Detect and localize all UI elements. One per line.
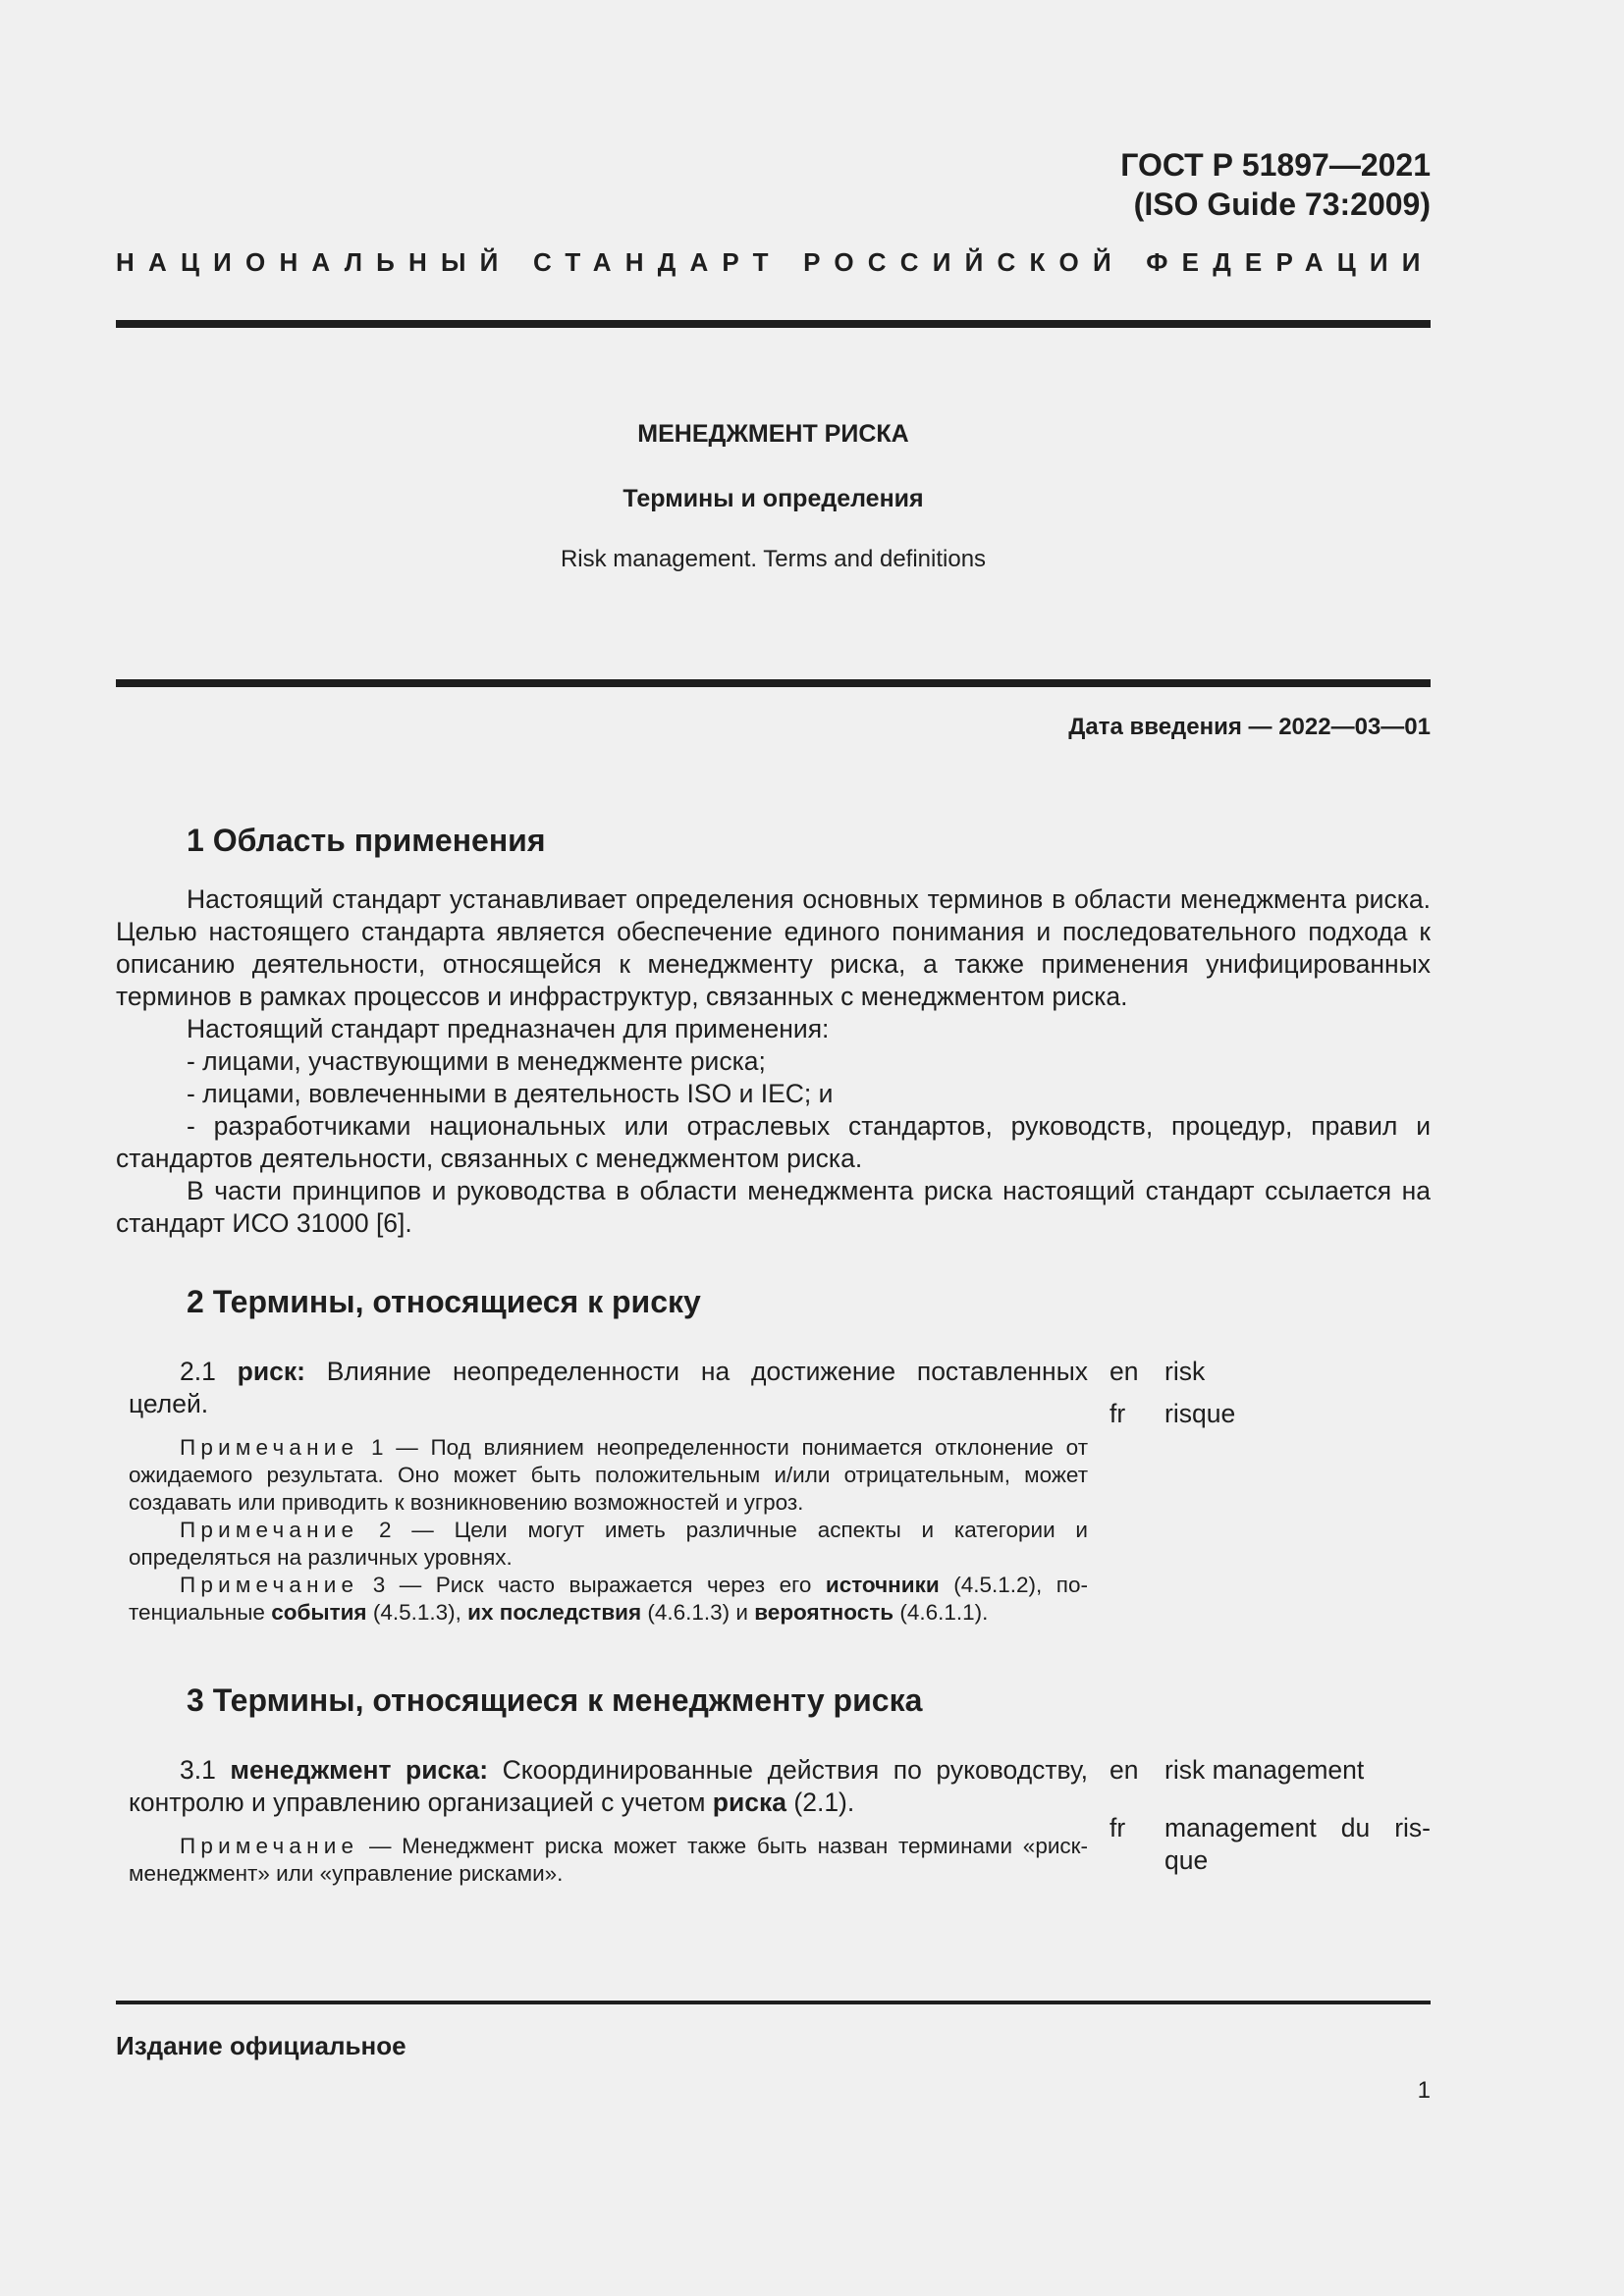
note-label: Примечание: [180, 1573, 359, 1597]
lang-term-fr: management du risque: [1164, 1813, 1431, 1875]
definition-text: (2.1).: [793, 1788, 855, 1817]
definition-text: Влияние неопределенности на достижение поставленных целей.: [129, 1357, 1088, 1418]
note-label: Примечание: [180, 1435, 359, 1460]
paragraph: Настоящий стандарт устанавливает определения основных терминов в области менеджмента риска. Целью настоящего стандарта является обеспечение единого понимания и последовательного подхода к описанию деятельности, относящейся к менеджменту риска, а также применения унифицированных терминов в рамках процессов и инфраструктур, связанных с менеджментом риска.: [116, 884, 1431, 1011]
note-text: (4.6.1.3) и: [647, 1600, 748, 1625]
note-2: [129, 1517, 1088, 1572]
paragraph: Настоящий стандарт предназначен для применения:: [187, 1014, 830, 1043]
standard-number-iso: (ISO Guide 73:2009): [1133, 187, 1431, 222]
term-name: менеджмент риска:: [230, 1755, 489, 1785]
header-rule: [116, 320, 1431, 328]
lang-code-en: en: [1110, 1755, 1139, 1785]
lang-term-en: risk: [1164, 1357, 1206, 1386]
section-3-heading: 3 Термины, относящиеся к менеджменту риска: [187, 1682, 923, 1718]
lang-term-fr: risque: [1164, 1399, 1236, 1428]
document-subtitle: Термины и определения: [623, 485, 924, 512]
note-3: [129, 1572, 1088, 1627]
note-label: Примечание: [180, 1834, 359, 1858]
note-text: (4.5.1.3),: [372, 1600, 461, 1625]
footer-rule: [116, 2001, 1431, 2004]
lang-code-en: en: [1110, 1357, 1139, 1386]
term-3-1-entry: [129, 1754, 1088, 1888]
section-2-heading: 2 Термины, относящиеся к риску: [187, 1284, 701, 1319]
note: [129, 1833, 1088, 1888]
term-reference: вероятность: [754, 1600, 894, 1625]
lang-code-fr: fr: [1110, 1399, 1126, 1428]
introduction-date: Дата введения — 2022—03—01: [1068, 714, 1431, 740]
term-definition: [129, 1356, 1088, 1420]
section-1-heading: 1 Область применения: [187, 823, 546, 858]
document-title-english: Risk management. Terms and definitions: [560, 546, 987, 572]
note-text: 3 — Риск часто выражается через его: [372, 1573, 812, 1597]
term-number: 2.1: [180, 1357, 216, 1386]
term-reference: риска: [712, 1788, 787, 1817]
note-text: (4.5.1.2), потенциальные: [129, 1573, 1088, 1625]
note-text: 1 — Под влиянием неопределенности понимается отклонение от ожидаемого результата. Оно может быть положительным и/или отрицательным, может создавать или приводить к возникновению возможностей и угроз.: [129, 1435, 1088, 1515]
term-2-1-entry: [129, 1356, 1088, 1627]
term-definition: [129, 1754, 1088, 1819]
list-item: - разработчиками национальных или отраслевых стандартов, руководств, процедур, правил и стандартов деятельности, связанных с менеджментом риска.: [116, 1111, 1431, 1173]
term-number: 3.1: [180, 1755, 216, 1785]
lang-code-fr: fr: [1110, 1813, 1126, 1842]
note-label: Примечание: [180, 1518, 359, 1542]
section-1-body: [116, 883, 1431, 1240]
lang-term-en: risk management: [1164, 1755, 1365, 1785]
term-name: риск:: [237, 1357, 305, 1386]
standard-number-gost: ГОСТ Р 51897—2021: [1120, 147, 1431, 183]
term-reference: их последствия: [467, 1600, 642, 1625]
page-number: 1: [1417, 2077, 1431, 2104]
document-page: [116, 0, 1435, 2296]
document-title: МЕНЕДЖМЕНТ РИСКА: [637, 420, 909, 448]
list-item: - лицами, участвующими в менеджменте риска;: [187, 1046, 766, 1076]
note-1: [129, 1434, 1088, 1517]
standard-number: [1120, 145, 1431, 224]
note-text: (4.6.1.1).: [899, 1600, 989, 1625]
title-rule: [116, 679, 1431, 687]
national-standard-banner: НАЦИОНАЛЬНЫЙ СТАНДАРТ РОССИЙСКОЙ ФЕДЕРАЦИИ: [116, 247, 1435, 277]
note-text: — Менеджмент риска может также быть назван терминами «риск-менеджмент» или «управление рисками».: [129, 1834, 1088, 1886]
term-reference: источники: [825, 1573, 940, 1597]
paragraph: В части принципов и руководства в области менеджмента риска настоящий стандарт ссылается на стандарт ИСО 31000 [6].: [116, 1176, 1431, 1238]
official-edition-label: Издание официальное: [116, 2031, 406, 2060]
term-reference: события: [271, 1600, 367, 1625]
note-text: 2 — Цели могут иметь различные аспекты и категории и определяться на различных уровнях.: [129, 1518, 1088, 1570]
definition-text: Скоординированные действия по руководству, контролю и управлению организацией с учетом: [129, 1755, 1088, 1817]
list-item: - лицами, вовлеченными в деятельность ISO и IEC; и: [187, 1079, 834, 1108]
